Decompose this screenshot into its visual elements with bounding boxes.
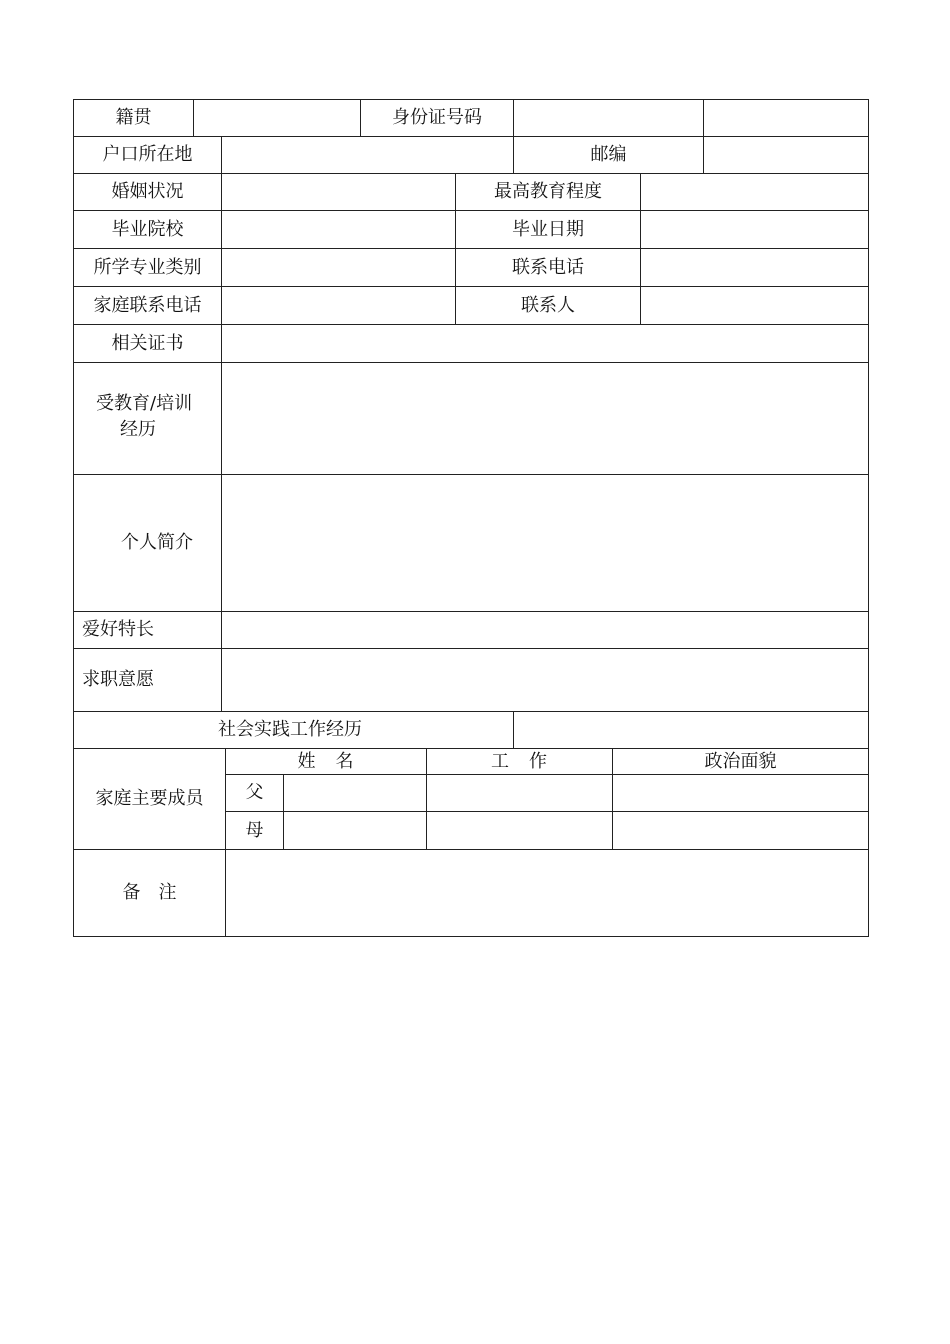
father-name-field[interactable] bbox=[283, 774, 427, 812]
intro-label: 个人简介 bbox=[73, 474, 222, 612]
mother-name-field[interactable] bbox=[283, 811, 427, 850]
household-location-field[interactable] bbox=[221, 136, 514, 174]
mother-political-field[interactable] bbox=[612, 811, 869, 850]
family-work-header: 工 作 bbox=[426, 748, 613, 775]
major-field[interactable] bbox=[221, 248, 456, 287]
father-label: 父 bbox=[225, 774, 284, 812]
graduation-date-field[interactable] bbox=[640, 210, 869, 249]
hobbies-field[interactable] bbox=[221, 611, 869, 649]
mother-label: 母 bbox=[225, 811, 284, 850]
education-training-label bbox=[73, 362, 222, 475]
hobbies-label: 爱好特长 bbox=[73, 611, 222, 649]
intro-field[interactable] bbox=[221, 474, 869, 612]
father-political-field[interactable] bbox=[612, 774, 869, 812]
certificates-label: 相关证书 bbox=[73, 324, 222, 363]
marital-status-label: 婚姻状况 bbox=[73, 173, 222, 211]
graduation-date-label: 毕业日期 bbox=[455, 210, 641, 249]
school-field[interactable] bbox=[221, 210, 456, 249]
certificates-field[interactable] bbox=[221, 324, 869, 363]
native-place-field[interactable] bbox=[193, 99, 361, 137]
education-training-field[interactable] bbox=[221, 362, 869, 475]
remarks-field[interactable] bbox=[225, 849, 869, 937]
resume-form bbox=[73, 99, 869, 937]
education-training-label-line1: 受教育/培训 bbox=[96, 392, 193, 414]
contact-person-label: 联系人 bbox=[455, 286, 641, 325]
highest-education-label: 最高教育程度 bbox=[455, 173, 641, 211]
remarks-label: 备 注 bbox=[73, 849, 226, 937]
postal-code-field[interactable] bbox=[703, 136, 869, 174]
household-location-label: 户口所在地 bbox=[73, 136, 222, 174]
major-label: 所学专业类别 bbox=[73, 248, 222, 287]
native-place-label: 籍贯 bbox=[73, 99, 194, 137]
social-practice-field[interactable] bbox=[513, 711, 869, 749]
job-intention-field[interactable] bbox=[221, 648, 869, 712]
phone-label: 联系电话 bbox=[455, 248, 641, 287]
job-intention-label: 求职意愿 bbox=[73, 648, 222, 712]
id-number-extra-field[interactable] bbox=[703, 99, 869, 137]
phone-field[interactable] bbox=[640, 248, 869, 287]
mother-work-field[interactable] bbox=[426, 811, 613, 850]
family-political-header: 政治面貌 bbox=[612, 748, 869, 775]
family-members-label: 家庭主要成员 bbox=[73, 748, 226, 850]
father-work-field[interactable] bbox=[426, 774, 613, 812]
education-training-label-line2: 经历 bbox=[120, 418, 156, 440]
school-label: 毕业院校 bbox=[73, 210, 222, 249]
family-phone-label: 家庭联系电话 bbox=[73, 286, 222, 325]
social-practice-label: 社会实践工作经历 bbox=[73, 711, 514, 749]
family-phone-field[interactable] bbox=[221, 286, 456, 325]
family-name-header: 姓 名 bbox=[225, 748, 427, 775]
postal-code-label: 邮编 bbox=[513, 136, 704, 174]
contact-person-field[interactable] bbox=[640, 286, 869, 325]
id-number-field[interactable] bbox=[513, 99, 704, 137]
id-number-label: 身份证号码 bbox=[360, 99, 514, 137]
marital-status-field[interactable] bbox=[221, 173, 456, 211]
highest-education-field[interactable] bbox=[640, 173, 869, 211]
